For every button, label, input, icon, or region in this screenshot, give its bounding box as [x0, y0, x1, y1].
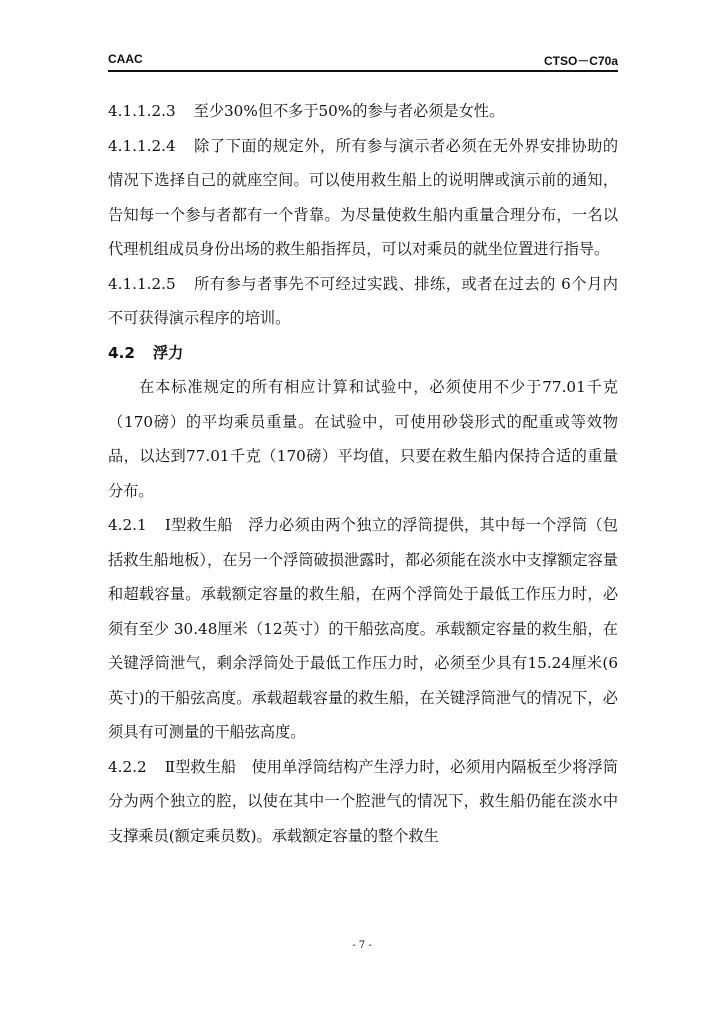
- clause-4-2-1: [108, 508, 618, 750]
- clause-number: 4.1.1.2.5: [108, 274, 176, 293]
- page-number: - 7 -: [352, 940, 372, 951]
- heading-title: 浮力: [152, 343, 184, 362]
- clause-text: 除了下面的规定外，所有参与演示者必须在无外界安排协助的情况下选择自己的就座空间。可以使用救生船上的说明牌或演示前的通知，告知每一个参与者都有一个背靠。为尽量使救生船内重量合理分布，一名以代理机组成员身份出场的救生船指挥员，可以对乘员的就坐位置进行指导。: [108, 136, 618, 258]
- page-header: [108, 52, 618, 70]
- header-org: CAAC: [108, 52, 143, 66]
- clause-number: 4.1.1.2.4: [108, 136, 176, 155]
- paragraph-4-2: 在本标准规定的所有相应计算和试验中，必须使用不少于77.01千克（170磅）的平均乘员重量。在试验中，可使用砂袋形式的配重或等效物品，以达到77.01千克（170磅）平均值，只要在救生船内保持合适的重量分布。: [108, 378, 618, 500]
- header-doc-code: CTSO－C70a: [543, 54, 618, 68]
- clause-number: 4.2.1: [108, 516, 147, 534]
- clause-text: 至少30%但不多于50%的参与者必须是女性。: [193, 102, 505, 120]
- clause-4-1-1-2-3: [108, 94, 618, 129]
- clause-number: 4.1.1.2.3: [108, 102, 176, 120]
- clause-number: 4.2.2: [108, 757, 147, 776]
- clause-4-2-2: [108, 750, 618, 854]
- header-rule: [108, 70, 618, 72]
- clause-text: Ⅰ型救生船 浮力必须由两个独立的浮筒提供，其中每一个浮筒（包括救生船地板），在另一个浮筒破损泄露时，都必须能在淡水中支撑额定容量和超载容量。承载额定容量的救生船，在两个浮筒处于最低工作压力时，必须有至少 30.48厘米（12英寸）的干船弦高度。承载额定容量的救生船，在关键浮筒泄气，剩余浮筒处于最低工作压力时，必须至少具有15.24厘米(6英寸)的干船弦高度。承载超载容量的救生船，在关键浮筒泄气的情况下，必须具有可测量的干船弦高度。: [108, 516, 618, 741]
- clause-4-1-1-2-4: [108, 129, 618, 267]
- clause-text: 所有参与者事先不可经过实践、排练，或者在过去的 6个月内不可获得演示程序的培训。: [108, 274, 618, 327]
- clause-text: Ⅱ型救生船 使用单浮筒结构产生浮力时，必须用内隔板至少将浮筒分为两个独立的腔，以使在其中一个腔泄气的情况下，救生船仍能在淡水中支撑乘员(额定乘员数)。承载额定容量的整个救生: [108, 757, 618, 845]
- document-body: [108, 94, 618, 853]
- heading-number: 4.2: [108, 343, 135, 362]
- clause-4-1-1-2-5: [108, 267, 618, 336]
- section-heading-4-2: [108, 336, 618, 371]
